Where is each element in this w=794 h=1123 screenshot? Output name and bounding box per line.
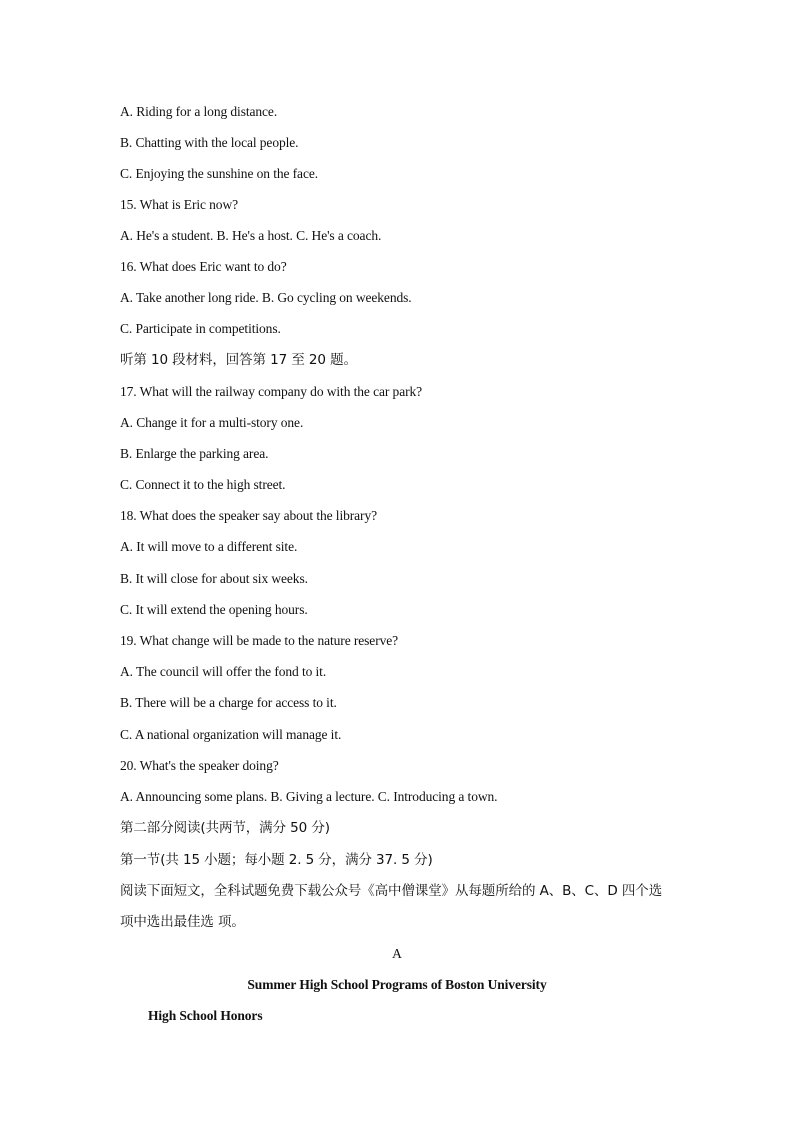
q14-option-b: B. Chatting with the local people. bbox=[120, 135, 299, 150]
q18-question: 18. What does the speaker say about the library? bbox=[120, 508, 377, 523]
q17-option-a: A. Change it for a multi-story one. bbox=[120, 415, 304, 430]
q17-question: 17. What will the railway company do with the car park? bbox=[120, 384, 423, 399]
q20-question: 20. What's the speaker doing? bbox=[120, 758, 279, 773]
passage-letter: A bbox=[392, 946, 402, 961]
q16-option-c: C. Participate in competitions. bbox=[120, 321, 281, 336]
q15-question: 15. What is Eric now? bbox=[120, 197, 238, 212]
q17-option-b: B. Enlarge the parking area. bbox=[120, 446, 269, 461]
listening-instruction: 听第 10 段材料，回答第 17 至 20 题。 bbox=[120, 352, 357, 368]
passage-title: Summer High School Programs of Boston University bbox=[247, 977, 547, 992]
reading-instruction-line-1: 阅读下面短文，全科试题免费下载公众号《高中僧课堂》从每题所给的 A、B、C、D 四个选 bbox=[120, 883, 663, 899]
passage-subheading: High School Honors bbox=[148, 1008, 263, 1023]
q19-option-b: B. There will be a charge for access to it. bbox=[120, 695, 337, 710]
q14-option-c: C. Enjoying the sunshine on the face. bbox=[120, 166, 319, 181]
q18-option-a: A. It will move to a different site. bbox=[120, 539, 298, 554]
q19-option-c: C. A national organization will manage it. bbox=[120, 727, 342, 742]
q18-option-c: C. It will extend the opening hours. bbox=[120, 602, 308, 617]
q16-options-ab: A. Take another long ride. B. Go cycling on weekends. bbox=[120, 290, 412, 305]
q20-options: A. Announcing some plans. B. Giving a lecture. C. Introducing a town. bbox=[120, 789, 498, 804]
q18-option-b: B. It will close for about six weeks. bbox=[120, 571, 308, 586]
q17-option-c: C. Connect it to the high street. bbox=[120, 477, 286, 492]
q19-question: 19. What change will be made to the nature reserve? bbox=[120, 633, 399, 648]
q14-option-a: A. Riding for a long distance. bbox=[120, 104, 278, 119]
q16-question: 16. What does Eric want to do? bbox=[120, 259, 287, 274]
section-one-heading: 第一节(共 15 小题；每小题 2. 5 分，满分 37. 5 分) bbox=[120, 852, 433, 868]
reading-instruction-line-2: 项中选出最佳选 项。 bbox=[120, 914, 245, 930]
part-two-heading: 第二部分阅读(共两节，满分 50 分) bbox=[120, 820, 330, 836]
q15-options: A. He's a student. B. He's a host. C. He's a coach. bbox=[120, 228, 382, 243]
q19-option-a: A. The council will offer the fond to it. bbox=[120, 664, 327, 679]
